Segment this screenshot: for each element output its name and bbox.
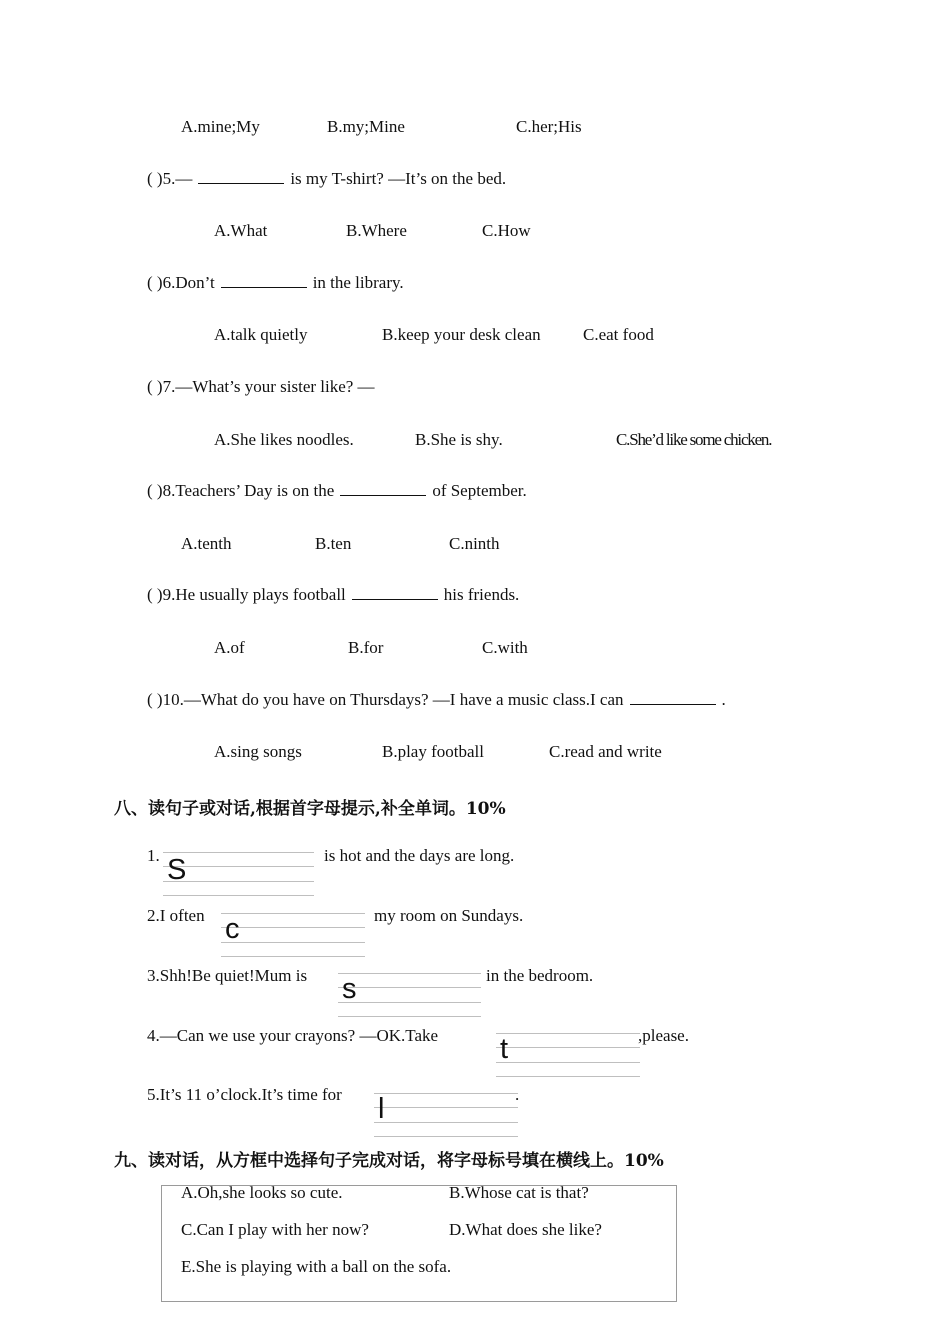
question-6 bbox=[147, 273, 404, 293]
question-8-stem: ( )8.Teachers’ Day is on the bbox=[147, 481, 335, 500]
q7-option-a: A.She likes noodles. bbox=[214, 430, 354, 449]
question-6-rest: in the library. bbox=[312, 273, 404, 292]
q4-option-c: C.her;His bbox=[516, 117, 582, 136]
q4-option-b: B.my;Mine bbox=[327, 117, 405, 136]
q9-option-c: C.with bbox=[482, 638, 528, 657]
q6-option-b: B.keep your desk clean bbox=[382, 325, 541, 344]
section-9-heading: 九、读对话，从方框中选择句子完成对话，将字母标号填在横线上。10% bbox=[114, 1151, 664, 1171]
question-5-rest: is my T-shirt? —It’s on the bed. bbox=[290, 169, 507, 188]
q9-option-a: A.of bbox=[214, 638, 245, 657]
q8-option-a: A.tenth bbox=[181, 534, 232, 553]
q5-option-c: C.How bbox=[482, 221, 531, 240]
writing-lines-4[interactable] bbox=[496, 1033, 640, 1077]
s8-item-1-after: is hot and the days are long. bbox=[324, 846, 515, 865]
question-7: ( )7.—What’s your sister like? — bbox=[147, 377, 375, 396]
s9-option-a: A.Oh,she looks so cute. bbox=[181, 1183, 343, 1202]
hint-letter: c bbox=[225, 913, 240, 945]
writing-lines-5[interactable] bbox=[374, 1093, 518, 1137]
answer-blank[interactable] bbox=[221, 273, 307, 288]
answer-blank[interactable] bbox=[198, 169, 284, 184]
hint-letter: l bbox=[378, 1093, 385, 1125]
question-6-stem: ( )6.Don’t bbox=[147, 273, 215, 292]
hint-letter: t bbox=[500, 1033, 509, 1065]
question-9 bbox=[147, 585, 519, 605]
s8-item-5-before: 5.It’s 11 o’clock.It’s time for bbox=[147, 1085, 342, 1104]
q6-option-c: C.eat food bbox=[583, 325, 654, 344]
s8-item-5-after: . bbox=[515, 1085, 520, 1104]
answer-blank[interactable] bbox=[340, 481, 426, 496]
q9-option-b: B.for bbox=[348, 638, 384, 657]
s8-item-4-after: ,please. bbox=[638, 1026, 689, 1045]
q8-option-b: B.ten bbox=[315, 534, 352, 553]
answer-blank[interactable] bbox=[630, 690, 716, 705]
s8-item-2-before: 2.I often bbox=[147, 906, 205, 925]
question-8-rest: of September. bbox=[432, 481, 527, 500]
q7-option-c: C.She’d like some chicken. bbox=[616, 430, 772, 449]
s8-item-4-before: 4.—Can we use your crayons? —OK.Take bbox=[147, 1026, 439, 1045]
question-10-stem: ( )10.—What do you have on Thursdays? —I have a music class.I can bbox=[147, 690, 624, 709]
answer-blank[interactable] bbox=[352, 585, 438, 600]
question-9-rest: his friends. bbox=[443, 585, 520, 604]
s9-option-d: D.What does she like? bbox=[449, 1220, 602, 1239]
question-8 bbox=[147, 481, 527, 501]
q10-option-b: B.play football bbox=[382, 742, 484, 761]
q6-option-a: A.talk quietly bbox=[214, 325, 308, 344]
question-5 bbox=[147, 169, 506, 189]
writing-lines-2[interactable] bbox=[221, 913, 365, 957]
s9-option-b: B.Whose cat is that? bbox=[449, 1183, 589, 1202]
q5-option-a: A.What bbox=[214, 221, 268, 240]
s8-item-3-before: 3.Shh!Be quiet!Mum is bbox=[147, 966, 308, 985]
q8-option-c: C.ninth bbox=[449, 534, 500, 553]
question-10-rest: . bbox=[721, 690, 726, 709]
hint-letter: S bbox=[167, 854, 187, 886]
q4-option-a: A.mine;My bbox=[181, 117, 260, 136]
q7-option-b: B.She is shy. bbox=[415, 430, 503, 449]
q10-option-a: A.sing songs bbox=[214, 742, 302, 761]
q10-option-c: C.read and write bbox=[549, 742, 662, 761]
section-8-heading: 八、读句子或对话,根据首字母提示,补全单词。10% bbox=[114, 799, 506, 819]
hint-letter: s bbox=[342, 973, 357, 1005]
s9-option-c: C.Can I play with her now? bbox=[181, 1220, 369, 1239]
question-9-stem: ( )9.He usually plays football bbox=[147, 585, 346, 604]
writing-lines-1[interactable] bbox=[163, 852, 314, 896]
writing-lines-3[interactable] bbox=[338, 973, 481, 1017]
s8-item-3-after: in the bedroom. bbox=[486, 966, 594, 985]
s8-item-2-after: my room on Sundays. bbox=[374, 906, 524, 925]
question-5-stem: ( )5.— bbox=[147, 169, 193, 188]
q5-option-b: B.Where bbox=[346, 221, 407, 240]
s8-item-1-before: 1. bbox=[147, 846, 160, 865]
question-10 bbox=[147, 690, 726, 710]
s9-option-e: E.She is playing with a ball on the sofa. bbox=[181, 1257, 452, 1276]
